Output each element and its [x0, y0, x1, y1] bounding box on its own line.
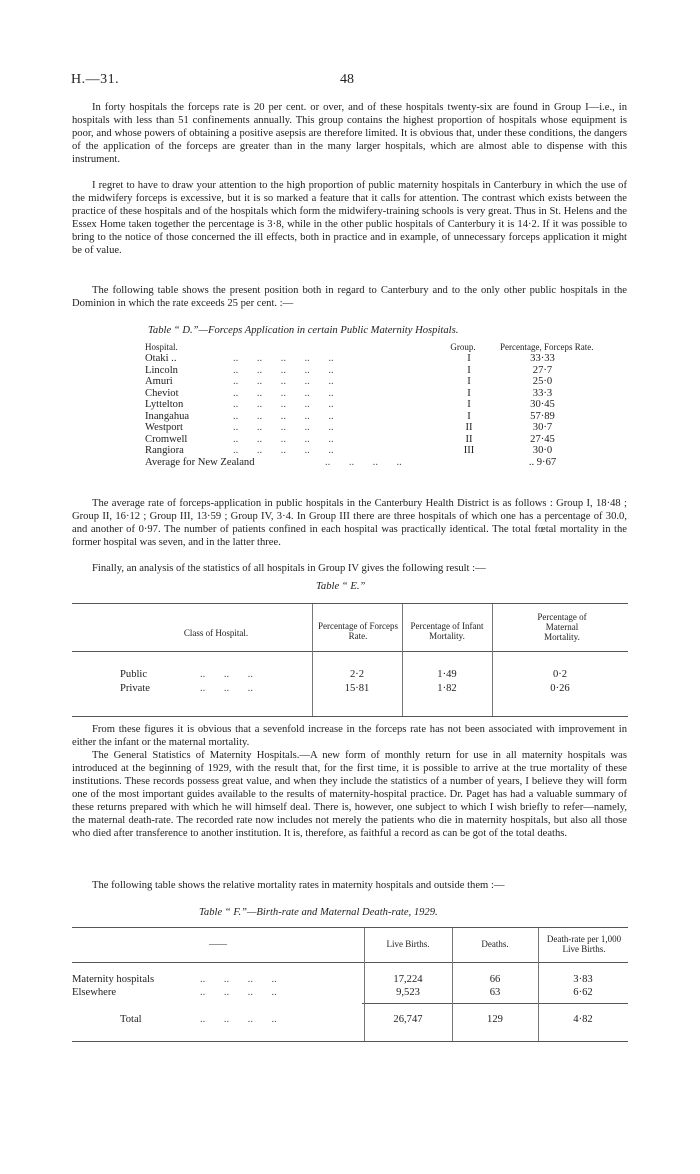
table-f-total-deaths: 129 [487, 1014, 503, 1025]
hospital-group: I [467, 353, 471, 364]
hospital-name: Amuri [145, 376, 173, 387]
leader-dots: .. .. .. [200, 683, 253, 694]
table-row [145, 365, 585, 377]
table-e-infant: 1·82 [437, 683, 457, 694]
leader-dots: .. .. .. .. .. [233, 433, 334, 445]
table-e-infant: 1·49 [437, 669, 457, 680]
table-f-caption [199, 907, 438, 918]
table-f-total-births: 26,747 [393, 1014, 423, 1025]
page-number: 48 [340, 72, 354, 87]
table-e-col-rule [492, 604, 493, 716]
table-f-header-deaths: Deaths. [481, 939, 509, 949]
table-d-header-group: Group. [450, 342, 476, 352]
hospital-rate: 27·45 [530, 433, 555, 445]
hospital-rate: 27·7 [532, 364, 553, 376]
table-f-rate: 6·62 [573, 987, 593, 998]
table-row [145, 411, 585, 423]
table-e-maternal: 0·26 [550, 683, 570, 694]
hospital-name: Otaki .. [145, 353, 177, 364]
hospital-rate: 30·0 [532, 445, 553, 456]
hospital-group: I [467, 387, 471, 399]
table-f-rate: 3·83 [573, 974, 593, 985]
table-e-caption: Table “ E.” [316, 581, 366, 592]
leader-dots: .. .. .. .. .. [233, 410, 334, 422]
paragraph-forceps-rate: In forty hospitals the forceps rate is 20 per cent. or over, and of these hospitals twenty-six are found in Group I—i.e., in hospitals with less than 51 confinements annually. This group contains the highest proportion of hospitals whose equipment is poor, and whose powers of obtaining a positive asepsis are therefore limited. It is obvious that, under these conditions, the dangers of the application of the forceps are greater than in the many larger hospitals, which are almost able to dispense with this instrument. [72, 102, 627, 165]
hospital-rate: .. 9·67 [528, 456, 557, 468]
table-d-caption [148, 325, 458, 336]
hospital-name: Lyttelton [145, 399, 184, 410]
table-e-rule-header [72, 651, 628, 652]
leader-dots: .. .. .. [200, 669, 253, 680]
table-f-header-births: Live Births. [386, 939, 430, 949]
leader-dots: .. .. .. .. .. [233, 399, 334, 410]
leader-dots: .. .. .. .. .. [233, 376, 334, 387]
leader-dots: .. .. .. .. [200, 987, 277, 998]
table-f-rule-subtotal [362, 1003, 628, 1004]
paragraph-table-e-intro: Finally, an analysis of the statistics of all hospitals in Group IV gives the following result :— [92, 563, 486, 574]
table-e-class: Public [120, 669, 148, 680]
hospital-rate: 57·89 [530, 410, 555, 422]
table-e-class: Private [120, 683, 151, 694]
table-d-header [145, 342, 594, 353]
table-row [145, 353, 585, 365]
hospital-name: Cromwell [145, 433, 188, 445]
table-row [145, 434, 585, 446]
hospital-rate: 33·33 [530, 353, 555, 364]
table-f-row-label: Elsewhere [72, 987, 117, 998]
table-e-forceps: 15·81 [344, 683, 370, 694]
table-f-deaths: 66 [489, 974, 501, 985]
paragraph-table-d-intro: The following table shows the present position both in regard to Canterbury and to the only other public hospitals in the Dominion in which the rate exceeds 25 per cent. :— [72, 285, 627, 309]
hospital-rate: 30·45 [530, 399, 555, 410]
table-d-caption-label: Table “ D.” [148, 325, 199, 336]
table-f-births: 17,224 [393, 974, 423, 985]
paragraph-table-f-intro: The following table shows the relative mortality rates in maternity hospitals and outside them :— [92, 880, 505, 891]
table-row [145, 422, 585, 434]
table-f-total-rate: 4·82 [573, 1014, 593, 1025]
table-row [145, 376, 585, 388]
hospital-rate: 25·0 [532, 376, 553, 387]
paragraph-canterbury: I regret to have to draw your attention to the high proportion of public maternity hospitals in Canterbury in which the use of the midwifery forceps is excessive, but it is so marked a feature that it calls for attention. The contrast which exists between the practice of these hospitals and of the hospitals which form the midwifery-training schools is very great. Thus in St. Helens and the Essex Home taken together the percentage is 3·8, while in the other public hospitals of Canterbury it is 14·2. If it was possible to bring to the notice of those concerned the ill effects, both in practice and in example, of unnecessary forceps application it might be of value. [72, 180, 627, 256]
table-f-total-label: Total [120, 1014, 142, 1025]
table-e-forceps: 2·2 [349, 669, 365, 680]
hospital-rate: 30·7 [532, 422, 553, 433]
table-f-deaths: 63 [489, 987, 501, 998]
leader-dots: .. .. .. .. .. [233, 387, 334, 399]
table-e-header-maternal: Percentage of Maternal Mortality. [537, 612, 587, 642]
table-e-col-rule [402, 604, 403, 716]
hospital-group: I [467, 364, 471, 376]
table-f-rule-header [72, 962, 628, 963]
table-f-caption-title: —Birth-rate and Maternal Death-rate, 1929. [247, 907, 438, 918]
table-row [145, 388, 585, 400]
table-e-header-infant: Percentage of Infant Mortality. [410, 621, 484, 641]
table-e-col-rule [312, 604, 313, 716]
table-f-header-blank: —— [209, 939, 227, 949]
table-e-maternal: 0·2 [552, 669, 568, 680]
table-f-header-rate: Death-rate per 1,000 Live Births. [546, 934, 622, 954]
table-e-header-forceps: Percentage of Forceps Rate. [318, 621, 398, 641]
table-row [145, 399, 585, 411]
table-d-caption-title: —Forceps Application in certain Public Maternity Hospitals. [198, 325, 459, 336]
table-e-header-class: Class of Hospital. [183, 628, 249, 638]
hospital-name: Rangiora [145, 445, 184, 456]
table-e-rule-top [72, 603, 628, 604]
table-e-rule-bottom [72, 716, 628, 717]
table-f-row-label: Maternity hospitals [72, 974, 155, 985]
document-reference: H.—31. [71, 72, 120, 87]
table-row [145, 445, 585, 457]
hospital-rate: 33·3 [532, 387, 553, 399]
table-f-births: 9,523 [396, 987, 420, 998]
hospital-group: II [465, 422, 473, 433]
leader-dots: .. .. .. .. [325, 456, 402, 468]
hospital-group: II [465, 433, 473, 445]
hospital-name: Average for New Zealand [145, 456, 255, 468]
leader-dots: .. .. .. .. .. [233, 353, 334, 364]
table-d [145, 342, 594, 468]
paragraph-canterbury-average: The average rate of forceps-application in public hospitals in the Canterbury Health District is as follows : Group I, 18·48 ; Group II, 16·12 ; Group III, 13·59 ; Group IV, 3·4. In Group III there are three hospitals of which one has a percentage of 30.0, and another of 0·97. The number of patients confined in each hospital was practically identical. The total fœtal mortality in the former hospital was seven, and in the latter three. [72, 498, 627, 548]
table-f-caption-label: Table “ F.” [199, 907, 247, 918]
hospital-group: I [467, 376, 471, 387]
hospital-name: Westport [145, 422, 183, 433]
table-row-average [145, 457, 585, 469]
paragraph-general-statistics: The General Statistics of Maternity Hospitals.—A new form of monthly return for use in all maternity hospitals was introduced at the beginning of 1929, with the result that, for the first time, it is possible to arrive at the true mortality of these institutions. These records possess great value, and when they include the statistics of a number of years, I believe they will form one of the most important guides available to the results of maternity-hospital practice. Dr. Paget has had a valuable summary of these returns prepared with which he will himself deal. There is, however, one subject to which I wish briefly to refer—namely, the maternal death-rate. The recorded rate now includes not merely the patients who die in maternity hospitals, but also all those who died after transference to another institution. It is, therefore, as faithful a record as can be got of the total deaths. [72, 750, 627, 839]
table-f-rule-bottom [72, 1041, 628, 1042]
leader-dots: .. .. .. .. .. [233, 422, 334, 433]
table-f-rule-top [72, 927, 628, 928]
leader-dots: .. .. .. .. [200, 974, 277, 985]
hospital-group: III [463, 445, 475, 456]
hospital-name: Inangahua [145, 410, 190, 422]
paragraph-sevenfold: From these figures it is obvious that a sevenfold increase in the forceps rate has not been associated with improvement in either the infant or the maternal mortality. [72, 724, 627, 748]
leader-dots: .. .. .. .. .. [233, 364, 334, 376]
leader-dots: .. .. .. .. [200, 1014, 277, 1025]
leader-dots: .. .. .. .. .. [233, 445, 334, 456]
hospital-name: Cheviot [145, 387, 179, 399]
hospital-group: I [467, 399, 471, 410]
table-d-header-rate: Percentage, Forceps Rate. [500, 342, 594, 352]
hospital-group: I [467, 410, 471, 422]
table-d-header-hospital: Hospital. [145, 342, 178, 352]
hospital-name: Lincoln [145, 364, 178, 376]
